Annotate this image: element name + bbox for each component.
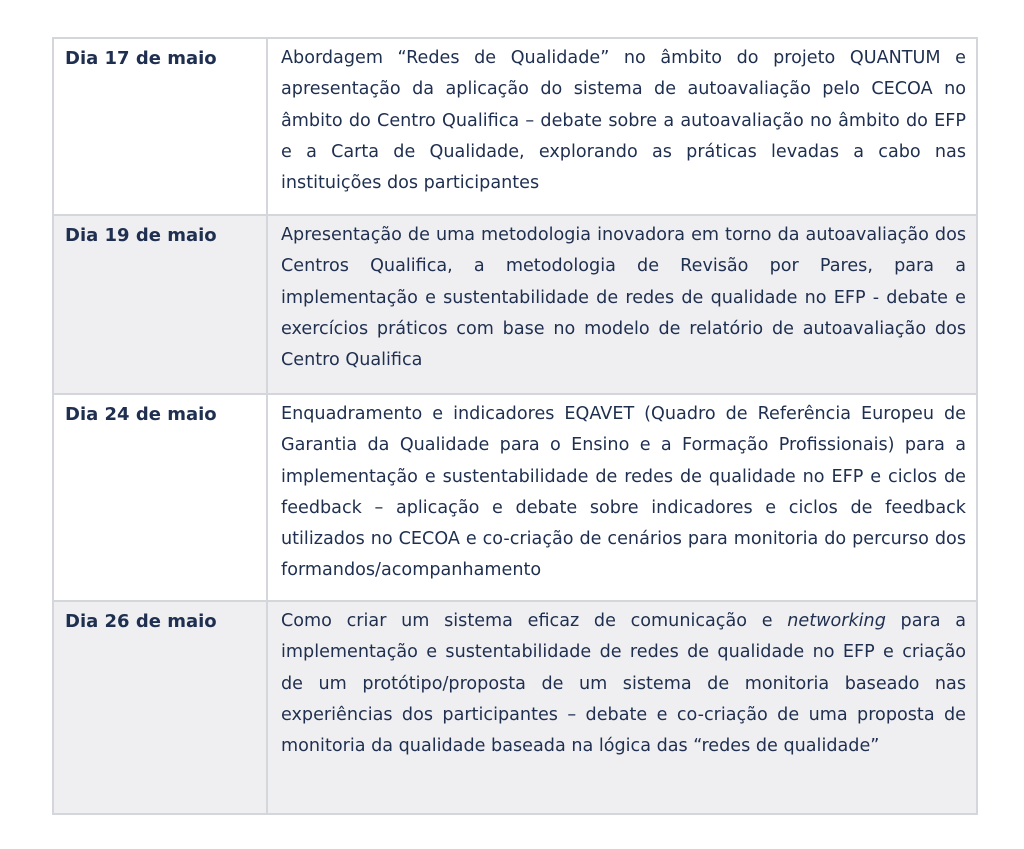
description-cell: [267, 215, 977, 394]
day-label: Dia 24 de maio: [65, 404, 217, 425]
day-label: Dia 19 de maio: [65, 225, 217, 246]
table-row: [53, 394, 977, 601]
day-label: Dia 26 de maio: [65, 611, 217, 632]
table-row: [53, 38, 977, 215]
schedule-table: [52, 37, 978, 815]
description-cell: [267, 601, 977, 814]
session-description: Enquadramento e indicadores EQAVET (Quadro de Referência Europeu de Garantia da Qualidade para o Ensino e a Formação Profissionais) para a implementação e sustentabilidade de redes de qualidade no EFP e ciclos de feedback – aplicação e debate sobre indicadores e ciclos de feedback utilizados no CECOA e co-criação de cenários para monitoria do percurso dos formandos/acompanhamento: [281, 404, 966, 581]
session-description: Abordagem “Redes de Qualidade” no âmbito do projeto QUANTUM e apresentação da aplicação do sistema de autoavaliação pelo CECOA no âmbito do Centro Qualifica – debate sobre a autoavaliação no âmbito do EFP e a Carta de Qualidade, explorando as práticas levadas a cabo nas instituições dos participantes: [281, 48, 966, 194]
description-emphasis: networking: [787, 611, 886, 631]
day-cell: [53, 394, 267, 601]
session-description: Apresentação de uma metodologia inovadora em torno da autoavaliação dos Centros Qualifica, a metodologia de Revisão por Pares, para a implementação e sustentabilidade de redes de qualidade no EFP - debate e exercícios práticos com base no modelo de relatório de autoavaliação dos Centro Qualifica: [281, 225, 966, 371]
day-cell: [53, 601, 267, 814]
day-cell: [53, 38, 267, 215]
description-text-after: para a implementação e sustentabilidade de redes de qualidade no EFP e criação de um protótipo/proposta de um sistema de monitoria baseado nas experiências dos participantes – debate e co-criação de uma proposta de monitoria da qualidade baseada na lógica das “redes de qualidade”: [281, 611, 966, 757]
day-cell: [53, 215, 267, 394]
day-label: Dia 17 de maio: [65, 48, 217, 69]
session-description: [268, 602, 976, 762]
table-row: [53, 601, 977, 814]
table-row: [53, 215, 977, 394]
description-text-before: Como criar um sistema eficaz de comunicação e: [281, 611, 788, 631]
description-cell: [267, 38, 977, 215]
description-cell: [267, 394, 977, 601]
